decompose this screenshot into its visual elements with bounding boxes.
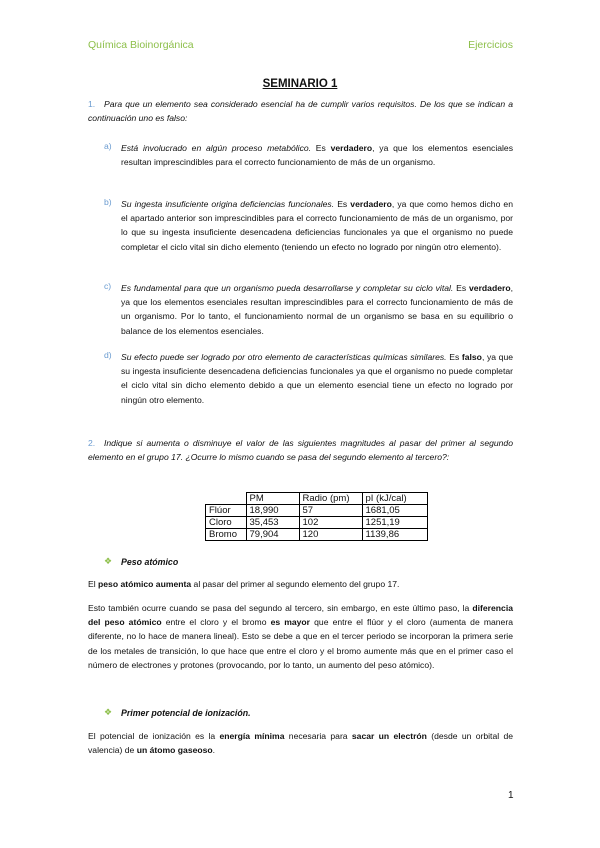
text-run-bold: es mayor [270, 617, 311, 628]
text-run-bold: peso atómico aumenta [98, 579, 192, 589]
option-b-pre: Es [334, 199, 351, 209]
table-header-cell: Radio (pm) [299, 493, 362, 505]
table-row [206, 505, 428, 517]
option-a-letter: a) [104, 141, 112, 151]
text-run: al pasar del primer al segundo elemento del grupo 17. [191, 579, 400, 589]
option-c-verdict: verdadero [469, 283, 511, 293]
table-header-cell [206, 493, 247, 505]
table-cell: 57 [299, 505, 362, 517]
table-row [206, 529, 428, 541]
text-run: El [88, 579, 99, 589]
table-cell: 35,453 [246, 517, 299, 529]
option-a-verdict: verdadero [330, 143, 373, 153]
table-header-cell: PM [246, 493, 299, 505]
question-1-number: 1. [88, 99, 96, 109]
question-2-number: 2. [88, 438, 96, 448]
option-c-pre: Es [453, 283, 470, 293]
text-run-bold: sacar un electrón [351, 731, 427, 741]
header-left: Química Bioinorgánica [88, 39, 194, 51]
option-d-letter: d) [104, 350, 112, 360]
peso-paragraph-2 [88, 601, 513, 672]
table-cell: Cloro [206, 517, 247, 529]
table-cell: Flúor [206, 505, 247, 517]
option-a-pre: Es [311, 143, 331, 153]
table-cell: 79,904 [246, 529, 299, 541]
option-a-statement: Está involucrado en algún proceso metabólico. [121, 143, 312, 153]
diamond-bullet-icon: ❖ [104, 707, 113, 717]
text-run: (desde un orbital de valencia) de [88, 731, 514, 756]
diamond-bullet-icon: ❖ [104, 556, 113, 566]
option-a [121, 141, 513, 169]
question-2-text: Indique si aumenta o disminuye el valor de las siguientes magnitudes al pasar del primer al segundo elemento en el grupo 17. ¿Ocurre lo mismo cuando se pasa del segundo elemento al tercero?: [88, 438, 513, 463]
peso-heading: Peso atómico [121, 557, 179, 567]
question-1 [88, 97, 513, 125]
ionizacion-heading: Primer potencial de ionización. [121, 708, 251, 718]
option-d-verdict: falso [461, 352, 482, 362]
option-d-statement: Su efecto puede ser logrado por otro elemento de características químicas similares. [121, 352, 447, 362]
option-b [121, 197, 513, 254]
question-1-text: Para que un elemento sea considerado esencial ha de cumplir varios requisitos. De los que se indican a continuación uno es falso: [88, 99, 513, 124]
question-2 [88, 436, 513, 464]
header-right: Ejercicios [468, 39, 513, 51]
table-cell: 1139,86 [362, 529, 427, 541]
option-b-verdict: verdadero [350, 199, 392, 209]
text-run-bold: un átomo gaseoso [136, 745, 213, 756]
page-number: 1 [508, 790, 514, 801]
text-run: . [212, 745, 216, 756]
option-b-statement: Su ingesta insuficiente origina deficiencias funcionales. [121, 199, 335, 209]
option-b-letter: b) [104, 197, 112, 207]
option-d [121, 350, 513, 407]
table-cell: Bromo [206, 529, 247, 541]
option-d-rest: , ya que su ingesta insuficiente desencadena deficiencias funcionales ya que el organismo no puede completar el ciclo vital sin dicho elemento debido a que un elemento esencial tiene un efecto no logrado por ningún otro elemento. [121, 352, 514, 405]
option-c-letter: c) [104, 281, 112, 291]
option-d-pre: Es [446, 352, 462, 362]
option-c-statement: Es fundamental para que un organismo pueda desarrollarse y completar su ciclo vital. [121, 283, 454, 293]
text-run: que entre el flúor y el cloro (aumenta de manera diferente, no lo hace de manera lineal). Esto se debe a que en el tercer periodo se incorporan la primera serie de los metales de transición, lo que hace que entre el cloro y el bromo aumente más que en el primer caso el número de electrones y protones (provocando, por lo tanto, un aumento del peso atómico). [88, 617, 513, 670]
text-run: necesaria para [284, 731, 352, 741]
text-run: El potencial de ionización es la [88, 731, 220, 741]
table-cell: 1681,05 [362, 505, 427, 517]
ionizacion-paragraph [88, 729, 513, 757]
peso-paragraph-1 [88, 577, 513, 591]
page-title: SEMINARIO 1 [262, 78, 338, 90]
table-header-row [206, 493, 428, 505]
text-run-bold: energía mínima [219, 731, 285, 741]
table-cell: 18,990 [246, 505, 299, 517]
text-run-bold: diferencia del peso atómico [88, 603, 513, 628]
text-run: entre el cloro y el bromo [161, 617, 271, 628]
halogen-table [205, 492, 428, 541]
table-row [206, 517, 428, 529]
table-cell: 120 [299, 529, 362, 541]
table-cell: 102 [299, 517, 362, 529]
option-c-rest: , ya que los elementos esenciales resultan imprescindibles para el correcto funcionamiento de más de un organismo. Por lo tanto, el funcionamiento normal de un organismo se basa en su equilibrio o balance de los elementos esenciales. [121, 283, 513, 336]
option-c [121, 281, 513, 338]
table-cell: 1251,19 [362, 517, 427, 529]
text-run: Esto también ocurre cuando se pasa del segundo al tercero, sin embargo, en este último paso, la [88, 603, 473, 613]
option-b-rest: , ya que como hemos dicho en el apartado anterior son imprescindibles para el correcto funcionamiento de más de un organismo, por lo que su ingesta insuficiente desencadena deficiencias funcionales ya que el organismo no puede completar el ciclo vital sin dicho elemento (teniendo un efecto no logrado por ningún otro elemento). [121, 199, 513, 252]
option-a-rest: , ya que los elementos esenciales resultan imprescindibles para el correcto funcionamiento de más de un organismo. [121, 143, 513, 168]
table-header-cell: pI (kJ/cal) [362, 493, 427, 505]
